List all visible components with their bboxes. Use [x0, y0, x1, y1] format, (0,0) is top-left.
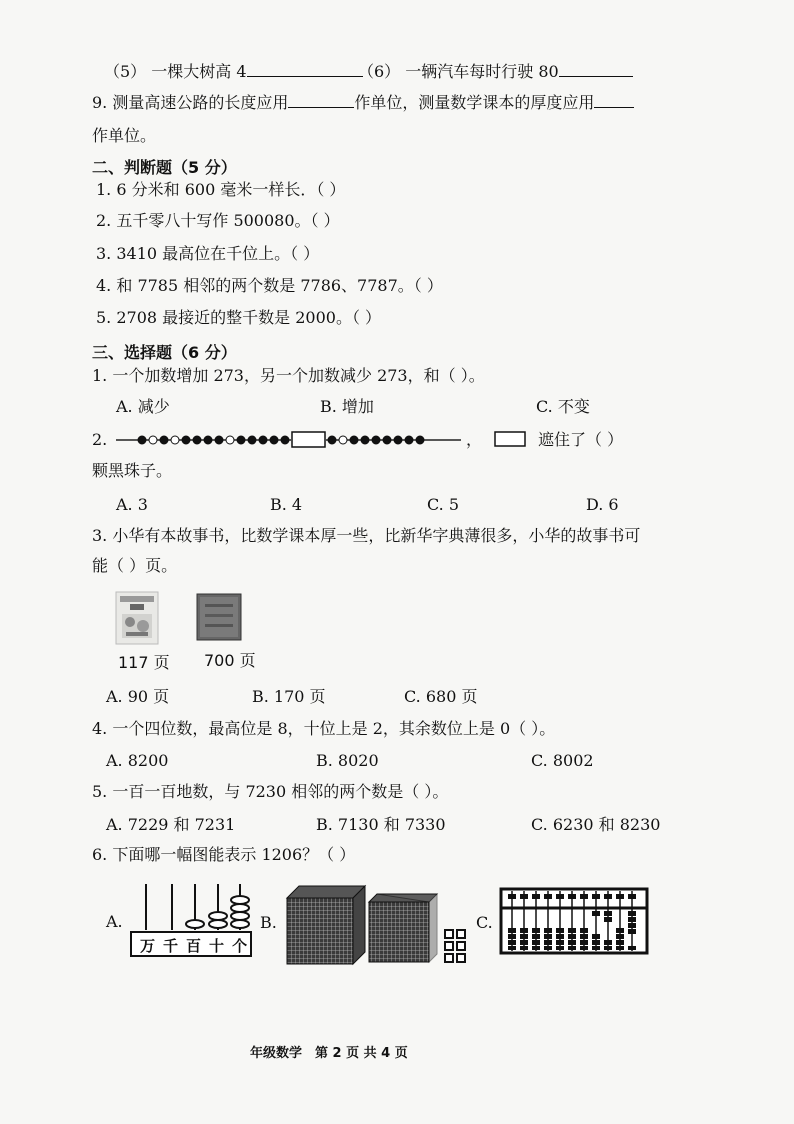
answer-blank[interactable]: [288, 93, 354, 108]
judge-item: 3. 3410 最高位在千位上。（ ）: [96, 244, 320, 263]
choice-option[interactable]: B. 4: [270, 495, 303, 514]
choice-q3-stem: 3. 小华有本故事书，比数学课本厚一些，比新华字典薄很多，小华的故事书可: [92, 526, 641, 545]
choice-q2-num: 2.: [92, 430, 108, 449]
q6-option-b-label[interactable]: B.: [260, 913, 277, 932]
choice-option[interactable]: C. 5: [427, 495, 460, 514]
choice-q6-stem: 6. 下面哪一幅图能表示 1206？（ ）: [92, 845, 356, 864]
choice-option[interactable]: A. 7229 和 7231: [106, 815, 236, 834]
judge-heading: 二、判断题（5 分）: [92, 158, 237, 177]
choice-option[interactable]: B. 7130 和 7330: [316, 815, 446, 834]
judge-item: 5. 2708 最接近的整千数是 2000。（ ）: [96, 308, 382, 327]
choice-option[interactable]: A. 90 页: [106, 687, 170, 706]
math-book-image: [116, 592, 158, 644]
q9-text-b: 作单位，测量数学课本的厚度应用: [354, 93, 595, 112]
choice-option[interactable]: B. 170 页: [252, 687, 326, 706]
answer-blank[interactable]: [247, 62, 363, 77]
choice-q1-stem: 1. 一个加数增加 273，另一个加数减少 273，和（ ）。: [92, 366, 485, 385]
choice-q5-stem: 5. 一百一百地数，与 7230 相邻的两个数是（ ）。: [92, 782, 449, 801]
choice-option[interactable]: C. 680 页: [404, 687, 478, 706]
dictionary-image: [197, 594, 241, 640]
choice-option[interactable]: A. 8200: [106, 751, 169, 770]
choice-option[interactable]: C. 6230 和 8230: [531, 815, 661, 834]
answer-blank[interactable]: [594, 93, 634, 108]
abacus-image: [500, 888, 648, 954]
choice-q3-stem2: 能（ ）页。: [92, 556, 178, 575]
cover-box: [494, 431, 526, 447]
bead-string: [116, 430, 461, 450]
book-caption: 117 页: [118, 653, 170, 672]
choice-option[interactable]: B. 增加: [320, 397, 374, 416]
choice-q2-suffix: 遮住了（ ）: [538, 430, 624, 449]
q8-5-text: （5） 一棵大树高 4: [104, 62, 247, 81]
place-value-label: 千: [163, 937, 187, 955]
choice-q2-stem2: 颗黑珠子。: [92, 461, 173, 480]
choice-option[interactable]: C. 不变: [536, 397, 590, 416]
q6-option-a-label[interactable]: A.: [106, 912, 123, 931]
place-value-label: 个: [232, 937, 256, 955]
q8-6-text: （6） 一辆汽车每时行驶 80: [358, 62, 559, 81]
base-ten-blocks-image: [287, 886, 472, 968]
choice-option[interactable]: A. 减少: [116, 397, 170, 416]
q9-cont: 作单位。: [92, 126, 157, 145]
answer-blank[interactable]: [559, 62, 633, 77]
place-value-labels: [140, 935, 255, 956]
page-footer: 年级数学 第 2 页 共 4 页: [250, 1046, 408, 1061]
q6-option-c-label[interactable]: C.: [476, 913, 493, 932]
q9-text-a: 9. 测量高速公路的长度应用: [92, 93, 289, 112]
judge-item: 4. 和 7785 相邻的两个数是 7786、7787。（ ）: [96, 276, 443, 295]
place-value-label: 百: [186, 937, 210, 955]
q9: [92, 93, 634, 113]
judge-item: 1. 6 分米和 600 毫米一样长．（ ）: [96, 180, 346, 199]
choice-option[interactable]: A. 3: [116, 495, 148, 514]
choice-option[interactable]: D. 6: [586, 495, 619, 514]
place-value-label: 万: [140, 937, 164, 955]
choice-option[interactable]: C. 8002: [531, 751, 594, 770]
choice-q2-comma: ，: [466, 430, 483, 449]
choice-option[interactable]: B. 8020: [316, 751, 379, 770]
q8-5: [104, 62, 363, 82]
place-value-label: 十: [209, 937, 233, 955]
book-caption: 700 页: [204, 651, 256, 670]
q8-6: [358, 62, 633, 82]
choice-q4-stem: 4. 一个四位数，最高位是 8，十位上是 2，其余数位上是 0（ ）。: [92, 719, 556, 738]
judge-item: 2. 五千零八十写作 500080。（ ）: [96, 211, 340, 230]
choice-heading: 三、选择题（6 分）: [92, 343, 237, 362]
